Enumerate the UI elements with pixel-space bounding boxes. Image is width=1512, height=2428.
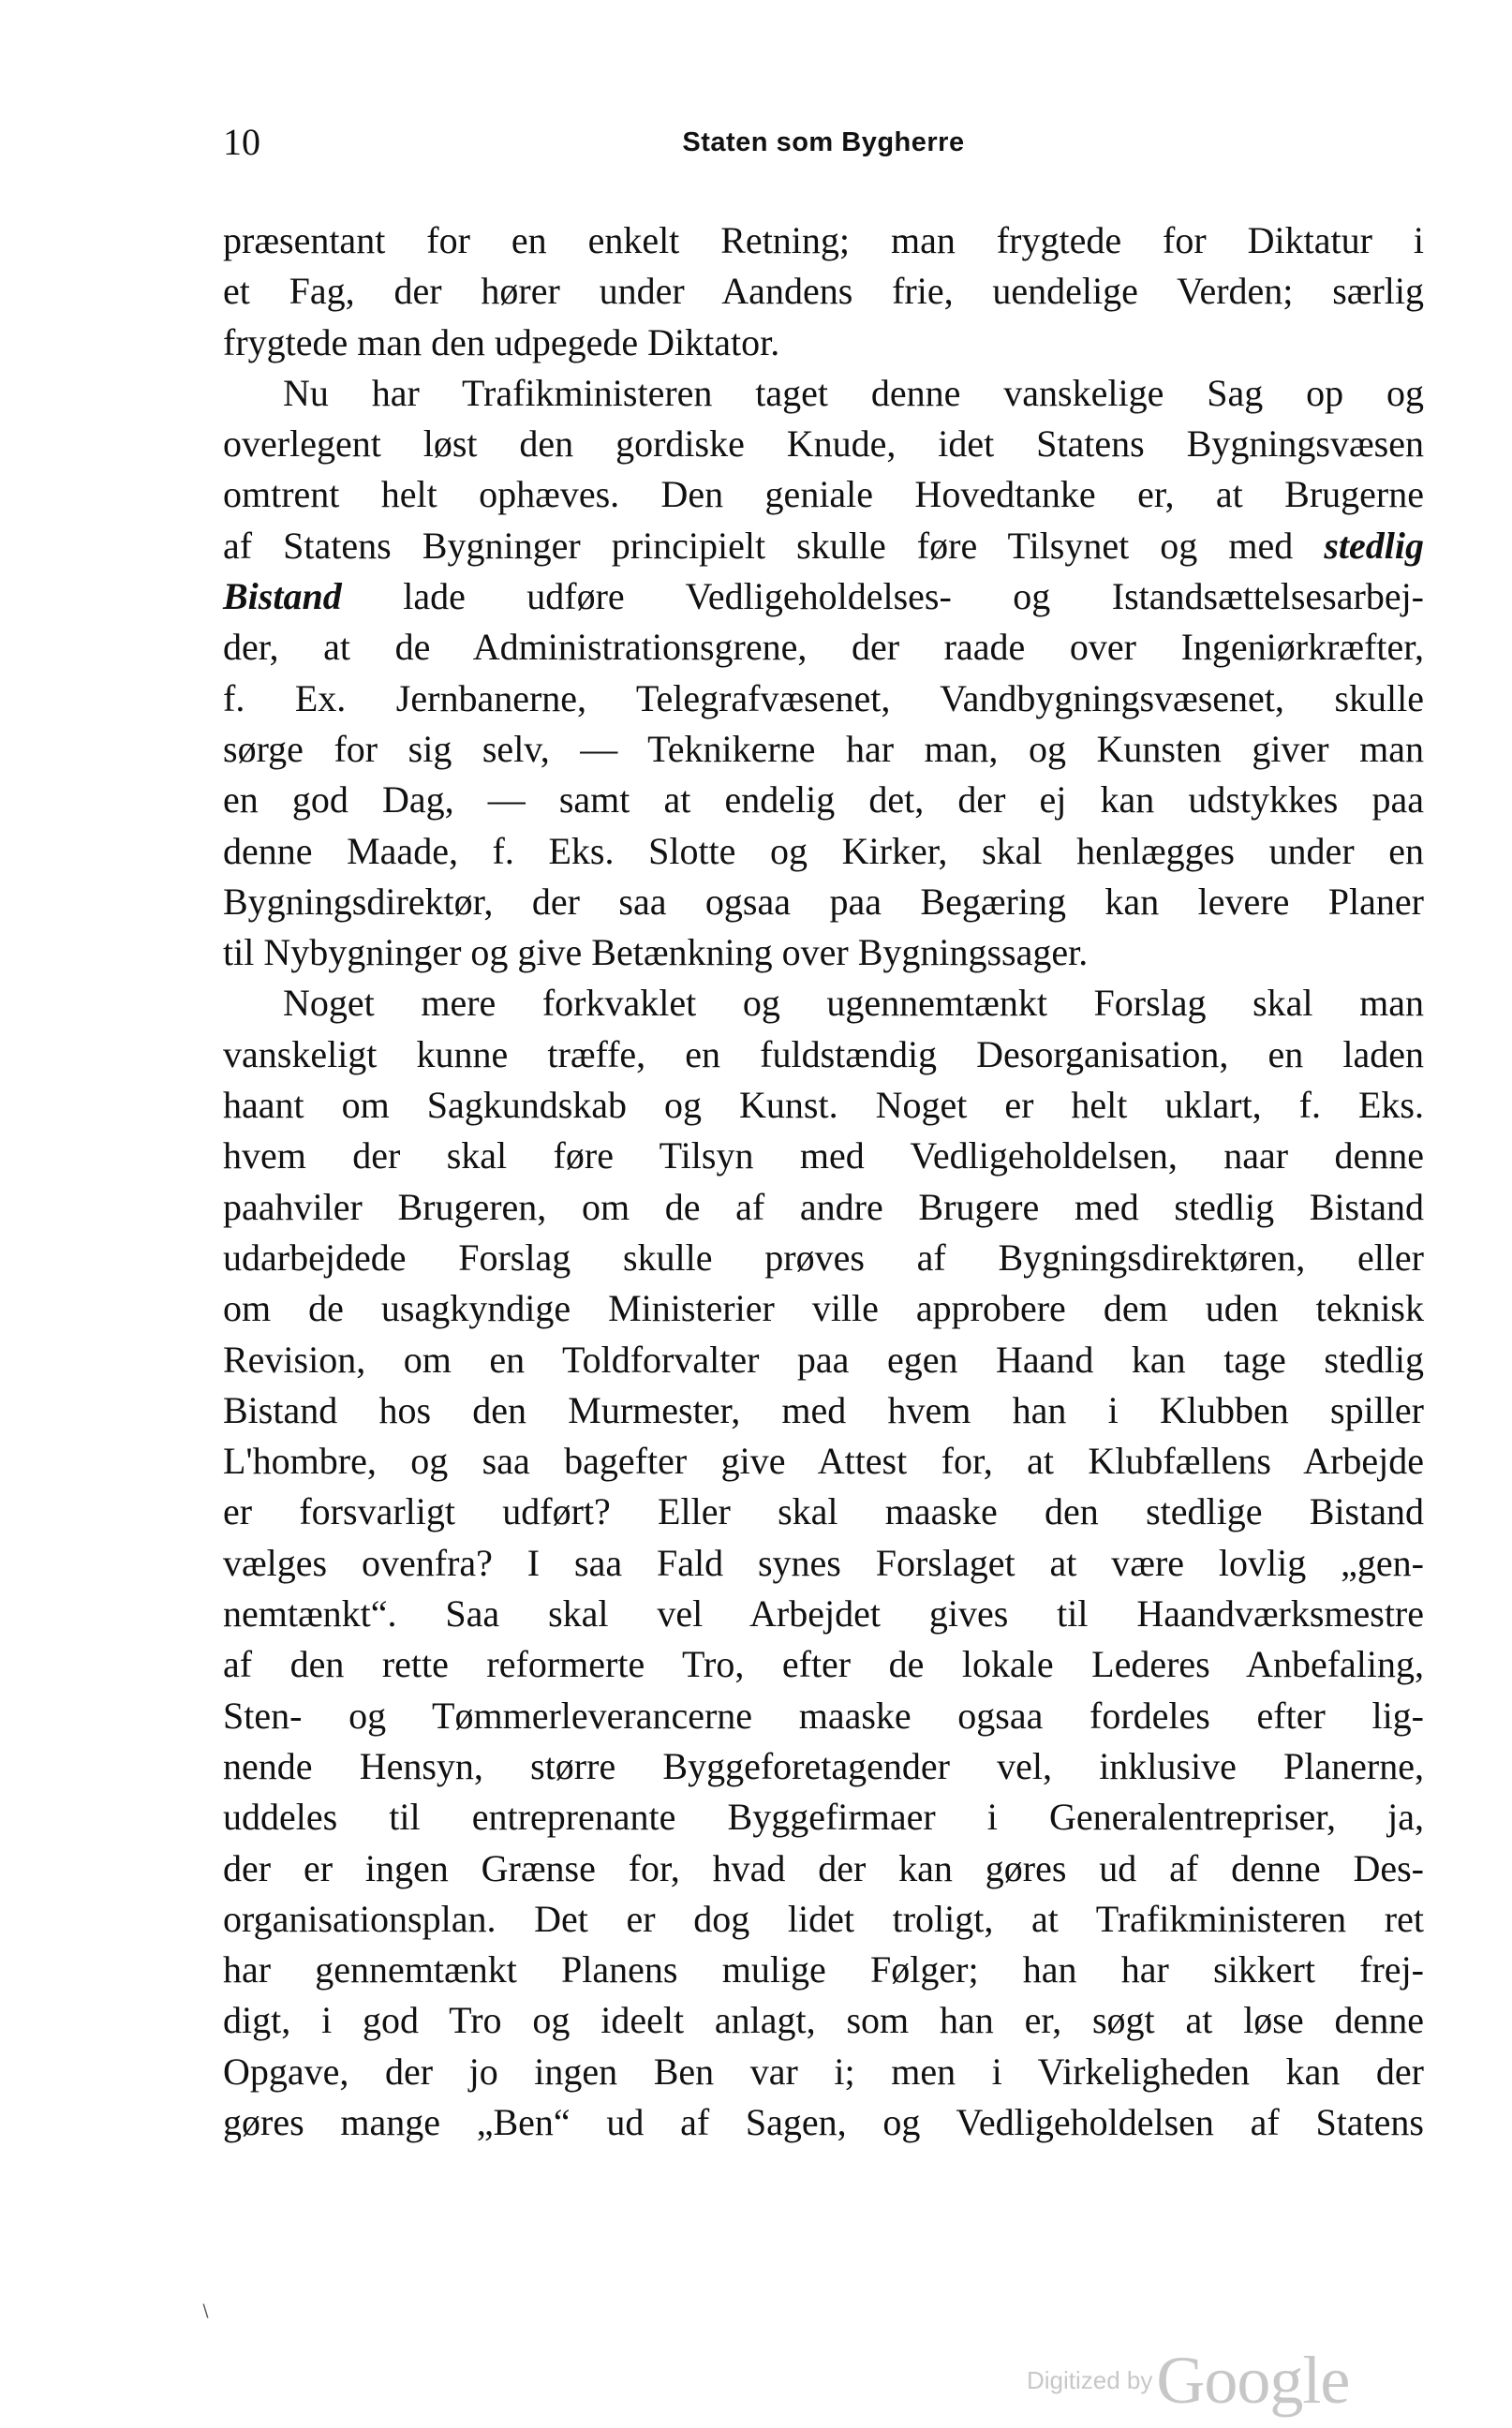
text-line: hvem der skal føre Tilsyn med Vedligeholdelsen, naar denne <box>223 1134 1424 1177</box>
text-line: om de usagkyndige Ministerier ville approbere dem uden teknisk <box>223 1287 1424 1330</box>
text-line: f. Ex. Jernbanerne, Telegrafvæsenet, Vandbygningsvæsenet, skulle <box>223 676 1424 719</box>
text-line: uddeles til entreprenante Byggefirmaer i Generalentrepriser, ja, <box>223 1796 1424 1839</box>
text-line: præsentant for en enkelt Retning; man frygtede for Diktatur i <box>223 219 1424 261</box>
text-line: Bygningsdirektør, der saa ogsaa paa Begæring kan levere Planer <box>223 880 1424 923</box>
text-line: digt, i god Tro og ideelt anlagt, som han er, søgt at løse denne <box>223 1999 1424 2042</box>
text-line: Bistand hos den Murmester, med hvem han i Klubben spiller <box>223 1388 1424 1431</box>
digitized-watermark <box>1027 2342 1349 2420</box>
text-line: Nu har Trafikministeren taget denne vanskelige Sag op og <box>283 371 1424 414</box>
text-line: omtrent helt ophæves. Den geniale Hovedtanke er, at Brugerne <box>223 473 1424 516</box>
text-line: denne Maade, f. Eks. Slotte og Kirker, skal henlægges under en <box>223 829 1424 872</box>
emphasized-word: stedlig <box>1324 524 1425 567</box>
running-title: Staten som Bygherre <box>682 127 965 157</box>
text-line: haant om Sagkundskab og Kunst. Noget er helt uklart, f. Eks. <box>223 1084 1424 1127</box>
text-line: L'hombre, og saa bagefter give Attest for, at Klubfællens Arbejde <box>223 1440 1424 1483</box>
page-header <box>223 120 1424 165</box>
text-line: et Fag, der hører under Aandens frie, uendelige Verden; særlig <box>223 270 1424 313</box>
text-line: en god Dag, — samt at endelig det, der ej kan udstykkes paa <box>223 778 1424 822</box>
text-line: Opgave, der jo ingen Ben var i; men i Virkeligheden kan der <box>223 2050 1424 2093</box>
text-line: Sten- og Tømmerleverancerne maaske ogsaa fordeles efter lig- <box>223 1694 1424 1737</box>
text-segment: lade udføre Vedligeholdelses- og Istandsættelsesarbej- <box>403 575 1425 618</box>
text-line: der er ingen Grænse for, hvad der kan gøres ud af denne Des- <box>223 1846 1424 1889</box>
text-line: nemtænkt“. Saa skal vel Arbejdet gives til Haandværksmestre <box>223 1592 1424 1636</box>
emphasized-word: Bistand <box>223 575 342 618</box>
text-line: nende Hensyn, større Byggeforetagender vel, inklusive Planerne, <box>223 1744 1424 1787</box>
text-line: frygtede man den udpegede Diktator. <box>223 320 780 363</box>
text-line: vanskeligt kunne træffe, en fuldstændig Desorganisation, en laden <box>223 1032 1424 1075</box>
text-line-with-emphasis <box>223 521 1424 571</box>
watermark-prefix: Digitized by <box>1027 2366 1153 2394</box>
text-line: sørge for sig selv, — Teknikerne har man, og Kunsten giver man <box>223 727 1424 770</box>
text-line: til Nybygninger og give Betænkning over Bygningssager. <box>223 931 1089 974</box>
google-logo: Google <box>1156 2343 1350 2418</box>
text-line: der, at de Administrationsgrene, der raade over Ingeniørkræfter, <box>223 626 1424 669</box>
body-text <box>223 215 1424 2148</box>
text-line: vælges ovenfra? I saa Fald synes Forslaget at være lovlig „gen- <box>223 1541 1424 1584</box>
text-line: Revision, om en Toldforvalter paa egen Haand kan tage stedlig <box>223 1338 1424 1381</box>
text-line: har gennemtænkt Planens mulige Følger; han har sikkert frej- <box>223 1948 1424 1991</box>
text-line: af den rette reformerte Tro, efter de lokale Lederes Anbefaling, <box>223 1643 1424 1686</box>
text-line: paahviler Brugeren, om de af andre Brugere med stedlig Bistand <box>223 1185 1424 1228</box>
scan-speck: ∖ <box>200 2302 211 2320</box>
text-segment: af Statens Bygninger principielt skulle føre Tilsynet og med <box>223 524 1294 567</box>
text-line-with-emphasis <box>223 571 1424 622</box>
text-line: overlegent løst den gordiske Knude, idet Statens Bygningsvæsen <box>223 422 1424 466</box>
text-line: gøres mange „Ben“ ud af Sagen, og Vedligeholdelsen af Statens <box>223 2100 1424 2143</box>
text-line: er forsvarligt udført? Eller skal maaske den stedlige Bistand <box>223 1490 1424 1533</box>
text-line: organisationsplan. Det er dog lidet troligt, at Trafikministeren ret <box>223 1897 1424 1940</box>
text-line: udarbejdede Forslag skulle prøves af Bygningsdirektøren, eller <box>223 1236 1424 1279</box>
page-number: 10 <box>223 121 260 163</box>
text-line: Noget mere forkvaklet og ugennemtænkt Forslag skal man <box>283 982 1424 1025</box>
